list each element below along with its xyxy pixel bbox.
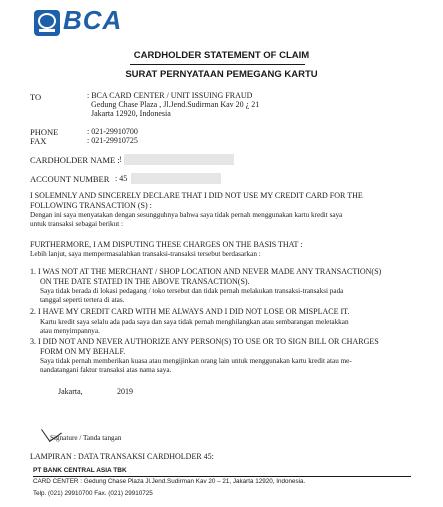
- to-line-3: Jakarta 12920, Indonesia: [91, 109, 171, 118]
- reason-3-id-1: Saya tidak pernah memberikan kuasa atau mengijinkan orang lain untuk menggunakan kartu kredit atau me-: [40, 357, 352, 365]
- document-title-en: CARDHOLDER STATEMENT OF CLAIM: [133, 50, 310, 61]
- cardholder-name-label: CARDHOLDER NAME :: [30, 155, 120, 165]
- fax-label: FAX: [30, 136, 47, 146]
- document-title-id: SURAT PERNYATAAN PEMEGANG KARTU: [125, 69, 318, 80]
- to-label: TO: [30, 92, 42, 102]
- signature-year: 2019: [117, 387, 133, 396]
- phone-value: : 021-29910700: [87, 127, 138, 136]
- reason-1-id-2: tanggal seperti tertera di atas.: [40, 296, 125, 304]
- fax-value: : 021-29910725: [87, 136, 138, 145]
- reason-3-id-2: nandatangani faktur transaksi atas nama saya.: [40, 366, 172, 374]
- footer-divider: [33, 476, 411, 477]
- account-number-value: : 45: [115, 174, 128, 183]
- cardholder-name-value: !: [119, 155, 122, 164]
- dispute-id: Lebih lanjut, saya mempermasalahkan transaksi-transaksi tersebut berdasarkan :: [30, 250, 261, 258]
- dispute-en: FURTHERMORE, I AM DISPUTING THESE CHARGES ON THE BASIS THAT :: [30, 240, 303, 249]
- redacted-account: [131, 173, 221, 184]
- account-number-label: ACCOUNT NUMBER: [30, 174, 110, 184]
- reason-1-id-1: Saya tidak berada di lokasi pedagang / toko tersebut dan tidak pernah melakukan transaksi-transaksi pada: [40, 287, 344, 295]
- to-line-1: : BCA CARD CENTER / UNIT ISSUING FRAUD: [87, 91, 253, 100]
- redacted-name: [124, 154, 234, 165]
- reason-1-en-1: 1. I WAS NOT AT THE MERCHANT / SHOP LOCATION AND NEVER MADE ANY TRANSACTION(S): [30, 267, 382, 276]
- footer-company: PT BANK CENTRAL ASIA TBK: [33, 467, 127, 474]
- declaration-id-2: untuk transaksi sebagai berikut :: [30, 220, 124, 228]
- declaration-id-1: Dengan ini saya menyatakan dengan sesungguhnya bahwa saya tidak pernah menggunakan kartu kredit saya: [30, 211, 343, 219]
- footer-address: CARD CENTER : Gedung Chase Plaza Jl.Jend.Sudirman Kav 20 – 21, Jakarta 12920, Indonesia.: [33, 478, 306, 485]
- declaration-en-2: FOLLOWING TRANSACTION (S) :: [30, 201, 152, 210]
- phone-label: PHONE: [30, 127, 59, 137]
- signature-label: Signature / Tanda tangan: [50, 434, 122, 442]
- reason-3-en-1: 3. I DID NOT AND NEVER AUTHORIZE ANY PERSON(S) TO USE OR TO SIGN BILL OR CHARGES: [30, 337, 379, 346]
- footer-contact: Telp. (021) 29910700 Fax. (021) 29910725: [33, 490, 153, 497]
- attachment-label: LAMPIRAN : DATA TRANSAKSI CARDHOLDER 45:: [30, 452, 214, 461]
- reason-3-en-2: FORM ON MY BEHALF.: [40, 347, 126, 356]
- bca-logo-icon: [34, 10, 60, 36]
- declaration-en-1: I SOLEMNLY AND SINCERELY DECLARE THAT I DID NOT USE MY CREDIT CARD FOR THE: [30, 191, 363, 200]
- signature-place: Jakarta,: [58, 387, 83, 396]
- reason-2-id-2: atau menyimpannya.: [40, 327, 100, 335]
- reason-2-id-1: Kartu kredit saya selalu ada pada saya dan saya tidak pernah menghilangkan atau sembarangan meletakkan: [40, 318, 349, 326]
- to-line-2: Gedung Chase Plaza , Jl.Jend.Sudirman Kav 20 ¿ 21: [91, 100, 260, 109]
- reason-1-en-2: ON THE DATE STATED IN THE ABOVE TRANSACTION(S).: [40, 277, 250, 286]
- bca-logo-text: BCA: [63, 5, 123, 35]
- title-divider: [130, 64, 305, 65]
- reason-2-en-1: 2. I HAVE MY CREDIT CARD WITH ME ALWAYS AND I DID NOT LOSE OR MISPLACE IT.: [30, 307, 350, 316]
